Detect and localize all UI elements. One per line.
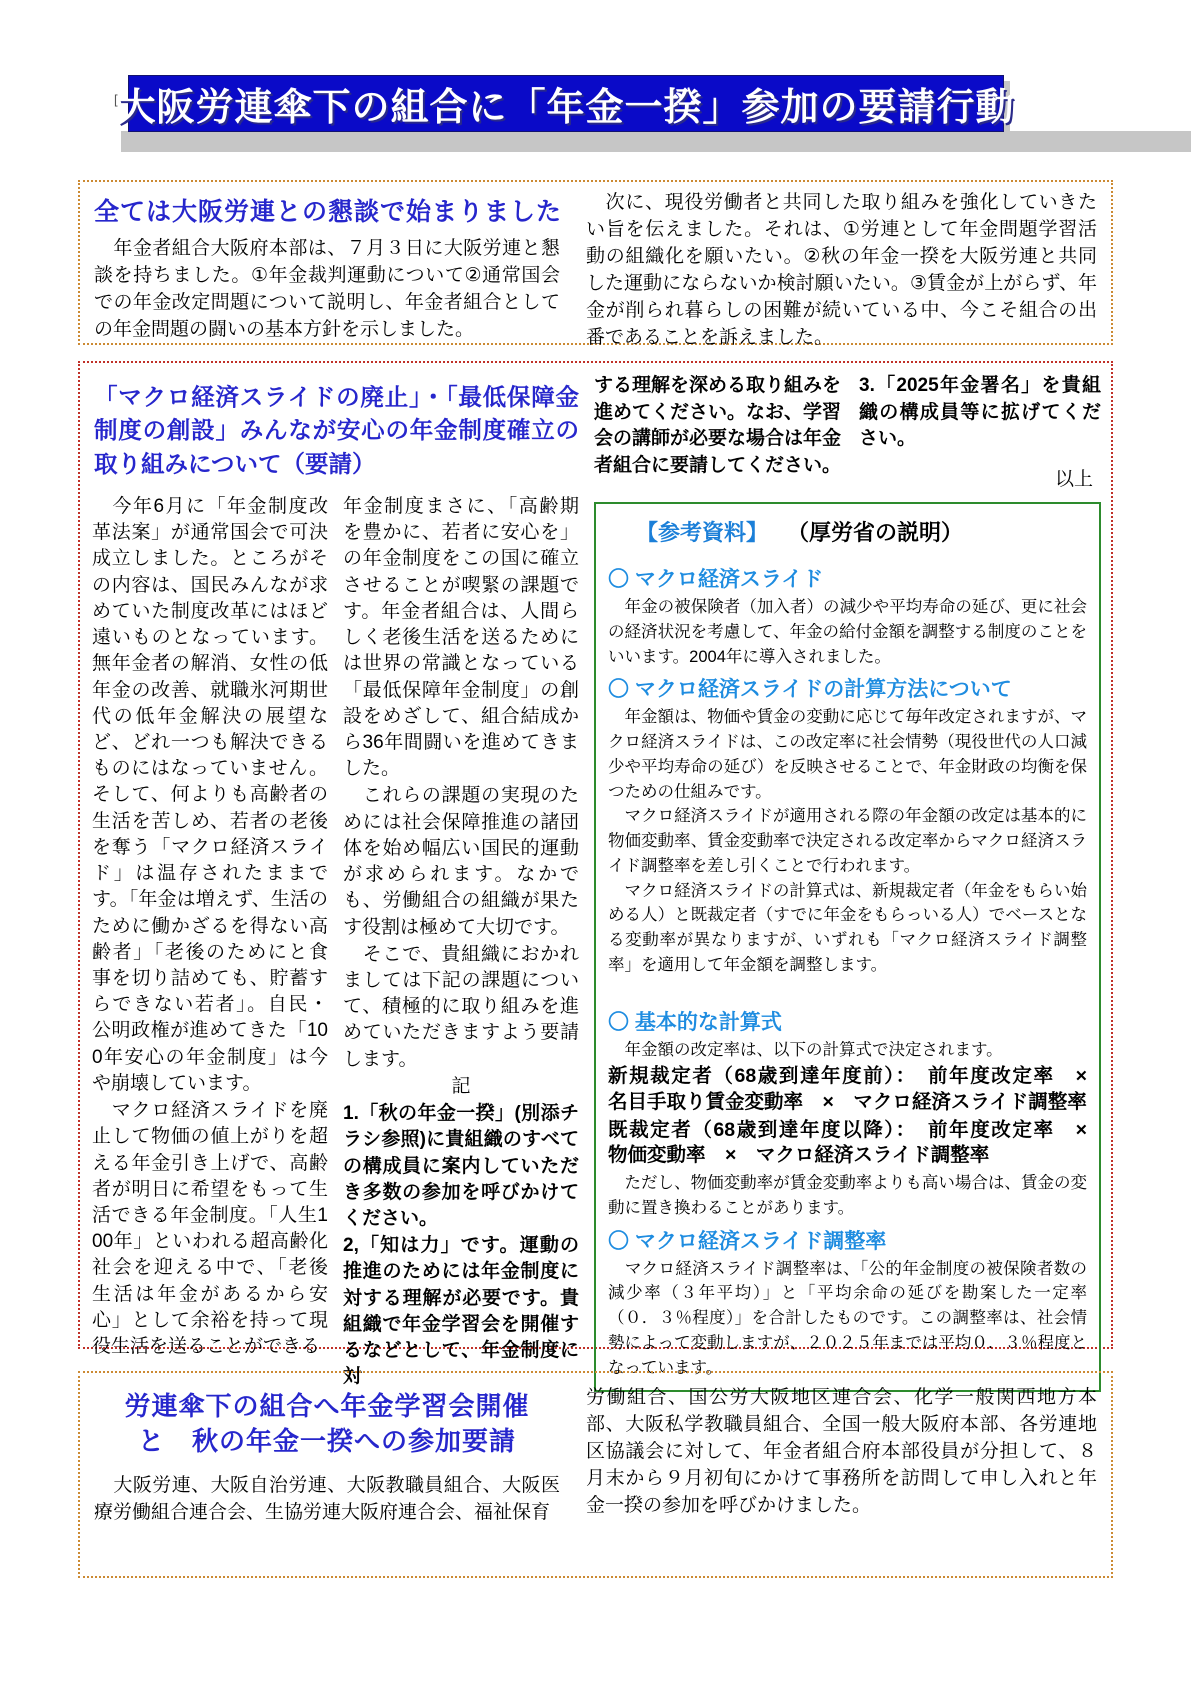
reference-title-row — [608, 512, 1087, 559]
banner-shadow-strip — [121, 131, 1191, 152]
reference-heading-basic-formula: 〇 基本的な計算式 — [608, 1010, 782, 1034]
request-item-2: 2,「知は力」です。運動の推進のためには年金制度に対する理解が必要です。貴組織で年金学習会を開催するなどとして、年金制度に対 — [343, 1235, 579, 1388]
request-col2-paragraph-1: 年金制度まさに、「高齢期を豊かに、若者に安心を」の年金制度をこの国に確立させることが喫緊の課題です。年金者組合は、人間らしく老後生活を送るためには世界の常識となっている「最低保障年金制度」の創設をめざして、組合結成から36年間闘いを進めてきました。 — [343, 496, 579, 780]
study-heading-line2: と 秋の年金一揆への参加要請 — [137, 1426, 516, 1457]
section-request-heading: 「マクロ経済スライドの廃止」・「最低保障金制度の創設」みんなが安心の年金制度確立の取り組みについて（要請） — [94, 384, 579, 477]
reference-heading-macro-slide: 〇 マクロ経済スライド — [608, 568, 824, 591]
request-closing: 以上 — [1054, 468, 1093, 490]
study-right-column — [586, 1385, 1097, 1564]
section-meeting-right-column — [586, 190, 1097, 348]
study-left-column — [94, 1385, 560, 1564]
section-study-meetings — [78, 1371, 1113, 1578]
section-meeting — [78, 180, 1113, 348]
reference-formula-note: ただし、物価変動率が賃金変動率よりも高い場合は、賃金の変動に置き換わることがあります。 — [608, 1174, 1087, 1217]
request-item-1: 1.「秋の年金一揆」(別添チラシ参照)に貴組織のすべての構成員に案内していただき多数の参加を呼びかけてください。 — [343, 1103, 579, 1229]
request-column-3 — [594, 373, 1107, 1392]
request-column-1 — [92, 494, 328, 1392]
section-meeting-left-column — [94, 190, 563, 340]
request-item-3-column — [859, 373, 1101, 500]
section-meeting-heading: 全ては大阪労連との懇談で始まりました — [94, 198, 563, 226]
study-heading-line1: 労連傘下の組合へ年金学習会開催 — [124, 1391, 530, 1421]
reference-body-calc-3: マクロ経済スライドの計算式は、新規裁定者（年金をもらい始める人）と既裁定者（すでに年金をもらっいる人）でベースとなる変動率が異なりますが、いずれも「マクロ経済スライド調整率」を適用して年金額を調整します。 — [608, 881, 1087, 974]
reference-title: 【参考資料】 — [636, 520, 769, 545]
study-left-paragraph: 大阪労連、大阪自治労連、大阪教職員組合、大阪医療労働組合連合会、生協労連大阪府連合会、福祉保育 — [94, 1475, 560, 1524]
request-col2-paragraph-3: そこで、貴組織におかれましては下記の課題について、積極的に取り組みを進めていただきますよう要請します。 — [343, 943, 579, 1070]
reference-box — [594, 502, 1107, 1392]
reference-subtitle: （厚労省の説明） — [798, 520, 964, 545]
request-item-2-continuation: する理解を深める取り組みを進めてください。なお、学習会の講師が必要な場合は年金者組合に要請してください。 — [594, 375, 842, 476]
request-col2-paragraph-2: これらの課題の実現のためには社会保障推進の諸団体を始め幅広い国民的運動が求められます。なかでも、労働組合の組織が果たす役割は極めて大切です。 — [343, 785, 579, 938]
reference-heading-adjustment-rate: 〇 マクロ経済スライド調整率 — [608, 1229, 887, 1253]
section-meeting-right-paragraph: 次に、現役労働者と共同した取り組みを強化していきたい旨を伝えました。それは、①労連として年金問題学習活動の組織化を願いたい。②秋の年金一揆を大阪労連と共同した運動にならないか検討願いたい。③賃金が上がらず、年金が削られ暮らしの困難が続いている中、今こそ組合の出番であることを訴えました。 — [586, 192, 1097, 348]
section-meeting-left-paragraph: 年金者組合大阪府本部は、７月３日に大阪労連と懇談を持ちました。①年金裁判運動について②通常国会での年金改定問題について説明し、年金者組合としての年金問題の闘いの基本方針を示しました。 — [94, 238, 560, 340]
reference-body-adjustment-rate: マクロ経済スライド調整率は、「公的年金制度の被保険者数の減少率（３年平均）」と「平均余命の延びを勘案した一定率（０．３％程度）」を合計したものです。この調整率は、社会情勢によって変動しますが、２０２５年までは平均０．３％程度となっています。 — [608, 1259, 1088, 1377]
reference-heading-calculation-method: 〇 マクロ経済スライドの計算方法について — [608, 678, 1012, 702]
page-title: 大阪労連傘下の組合に「年金一揆」参加の要請行動 — [117, 87, 1015, 129]
section-request — [78, 361, 1113, 1388]
reference-body-macro-slide: 年金の被保険者（加入者）の減少や平均寿命の延び、更に社会の経済状況を考慮して、年金の給付金額を調整する制度のことをいいます。2004年に導入されました。 — [608, 598, 1087, 666]
section-request-grid — [92, 373, 1107, 1392]
study-heading — [94, 1389, 560, 1459]
reference-body-calc-1: 年金額は、物価や賃金の変動に応じて毎年改定されますが、マクロ経済スライドは、この改定率に社会情勢（現役世代の人口減少や平均寿命の延び）を反映させることで、年金財政の均衡を保つための仕組みです。 — [608, 708, 1087, 801]
study-right-paragraph: 労働組合、国公労大阪地区連合会、化学一般関西地方本部、大阪私学教職員組合、全国一般大阪府本部、各労連地区協議会に対して、年金者組合府本部役員が分担して、８月末から９月初旬にかけて事務所を訪問して申し入れと年金一揆の参加を呼びかけました。 — [586, 1387, 1097, 1516]
request-col1-paragraph-2: マクロ経済スライドを廃止して物価の値上がりを超える年金引き上げで、高齢者が明日に希望をもって生活できる年金制度。「人生100年」といわれる超高齢化社会を迎える中で、「老後生活は年金があるから安心」として余裕を持って現役生活を送ることができる — [92, 1100, 328, 1358]
request-col1-paragraph-1: 今年6月に「年金制度改革法案」が通常国会で可決成立しました。ところがその内容は、国民みんなが求めていた制度改革にはほど遠いものとなっています。無年金者の解消、女性の低年金の改善、就職氷河期世代の低年金解決の展望など、どれ一つも解決できるものにはなっていません。そして、何よりも高齢者の生活を苦しめ、若者の老後を奪う「マクロ経済スライド」は温存されたままです。「年金は増えず、生活のために働かざるを得ない高齢者」「老後のためにと食事を切り詰めても、貯蓄すらできない若者」。自民・公明政権が進めてきた「100年安心の年金制度」は今や崩壊しています。 — [92, 496, 328, 1094]
request-col3-top — [594, 373, 1101, 500]
reference-formula-intro: 年金額の改定率は、以下の計算式で決定されます。 — [608, 1040, 1003, 1059]
request-note-label: 記 — [451, 1075, 471, 1097]
request-column-2 — [343, 494, 579, 1392]
title-banner — [117, 75, 1015, 132]
request-item-2-continuation-column — [594, 373, 841, 500]
anchor-mark: [ — [114, 92, 118, 107]
reference-body-calc-2: マクロ経済スライドが適用される際の年金額の改定は基本的に物価変動率、賃金変動率で決定される改定率からマクロ経済スライド調整率を差し引くことで行われます。 — [608, 807, 1087, 875]
reference-formula-new-recipients: 新規裁定者（68歳到達年度前）： 前年度改定率 × 名目手取り賃金変動率 × マクロ経済スライド調整率 — [608, 1065, 1107, 1113]
request-item-3: 3.「2025年金署名」を貴組織の構成員等に拡げてください。 — [859, 375, 1101, 450]
reference-formula-existing-recipients: 既裁定者（68歳到達年度以降）： 前年度改定率 × 物価変動率 × マクロ経済スライド調整率 — [608, 1118, 1107, 1167]
